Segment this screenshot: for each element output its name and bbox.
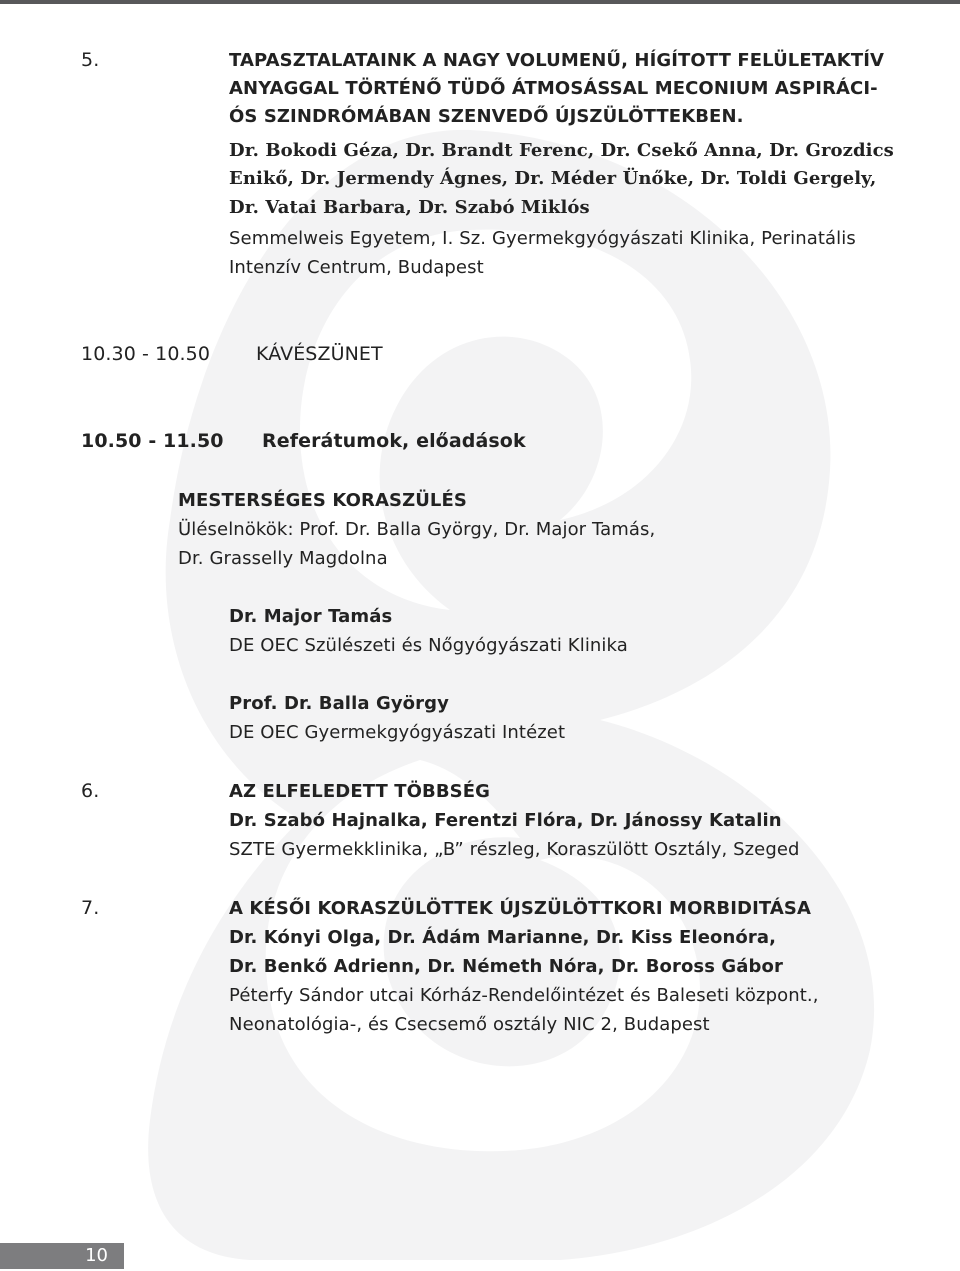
- session-title: MESTERSÉGES KORASZÜLÉS: [178, 490, 467, 511]
- break-label: KÁVÉSZÜNET: [256, 343, 383, 365]
- item-title: AZ ELFELEDETT TÖBBSÉG: [229, 781, 490, 802]
- item-authors: Dr. Vatai Barbara, Dr. Szabó Miklós: [229, 197, 590, 218]
- item-affiliation: Neonatológia-, és Csecsemő osztály NIC 2, Budapest: [229, 1014, 710, 1035]
- item-authors: Dr. Bokodi Géza, Dr. Brandt Ferenc, Dr. Csekő Anna, Dr. Grozdics: [229, 140, 894, 161]
- item-affiliation: Semmelweis Egyetem, I. Sz. Gyermekgyógyászati Klinika, Perinatális: [229, 228, 856, 249]
- session-label: Referátumok, előadások: [262, 430, 526, 452]
- speaker-name: Prof. Dr. Balla György: [229, 693, 449, 714]
- item-number: 6.: [81, 780, 100, 802]
- item-affiliation: SZTE Gyermekklinika, „B” részleg, Koraszülött Osztály, Szeged: [229, 839, 800, 860]
- item-title: ÓS SZINDRÓMÁBAN SZENVEDŐ ÚJSZÜLÖTTEKBEN.: [229, 106, 744, 127]
- item-number: 5.: [81, 49, 100, 71]
- page-number-tab: [0, 1243, 124, 1269]
- speaker-affiliation: DE OEC Szülészeti és Nőgyógyászati Klinika: [229, 635, 628, 656]
- item-affiliation: Intenzív Centrum, Budapest: [229, 257, 484, 278]
- item-title: TAPASZTALATAINK A NAGY VOLUMENŰ, HÍGÍTOTT FELÜLETAKTÍV: [229, 50, 885, 71]
- item-authors: Enikő, Dr. Jermendy Ágnes, Dr. Méder Ünőke, Dr. Toldi Gergely,: [229, 168, 877, 189]
- session-time: 10.50 - 11.50: [81, 430, 224, 452]
- session-chairs: Üléselnökök: Prof. Dr. Balla György, Dr. Major Tamás,: [178, 519, 656, 540]
- item-title: ANYAGGAL TÖRTÉNŐ TÜDŐ ÁTMOSÁSSAL MECONIUM ASPIRÁCI-: [229, 78, 878, 99]
- page-number: 10: [85, 1245, 108, 1266]
- item-affiliation: Péterfy Sándor utcai Kórház-Rendelőintézet és Baleseti központ.,: [229, 985, 819, 1006]
- break-time: 10.30 - 10.50: [81, 343, 211, 365]
- item-authors: Dr. Kónyi Olga, Dr. Ádám Marianne, Dr. Kiss Eleonóra,: [229, 927, 777, 948]
- speaker-name: Dr. Major Tamás: [229, 606, 393, 627]
- session-chairs: Dr. Grasselly Magdolna: [178, 548, 388, 569]
- item-number: 7.: [81, 897, 100, 919]
- item-authors: Dr. Szabó Hajnalka, Ferentzi Flóra, Dr. Jánossy Katalin: [229, 810, 782, 831]
- speaker-affiliation: DE OEC Gyermekgyógyászati Intézet: [229, 722, 566, 743]
- item-title: A KÉSŐI KORASZÜLÖTTEK ÚJSZÜLÖTTKORI MORBIDITÁSA: [229, 898, 811, 919]
- item-authors: Dr. Benkő Adrienn, Dr. Németh Nóra, Dr. Boross Gábor: [229, 956, 783, 977]
